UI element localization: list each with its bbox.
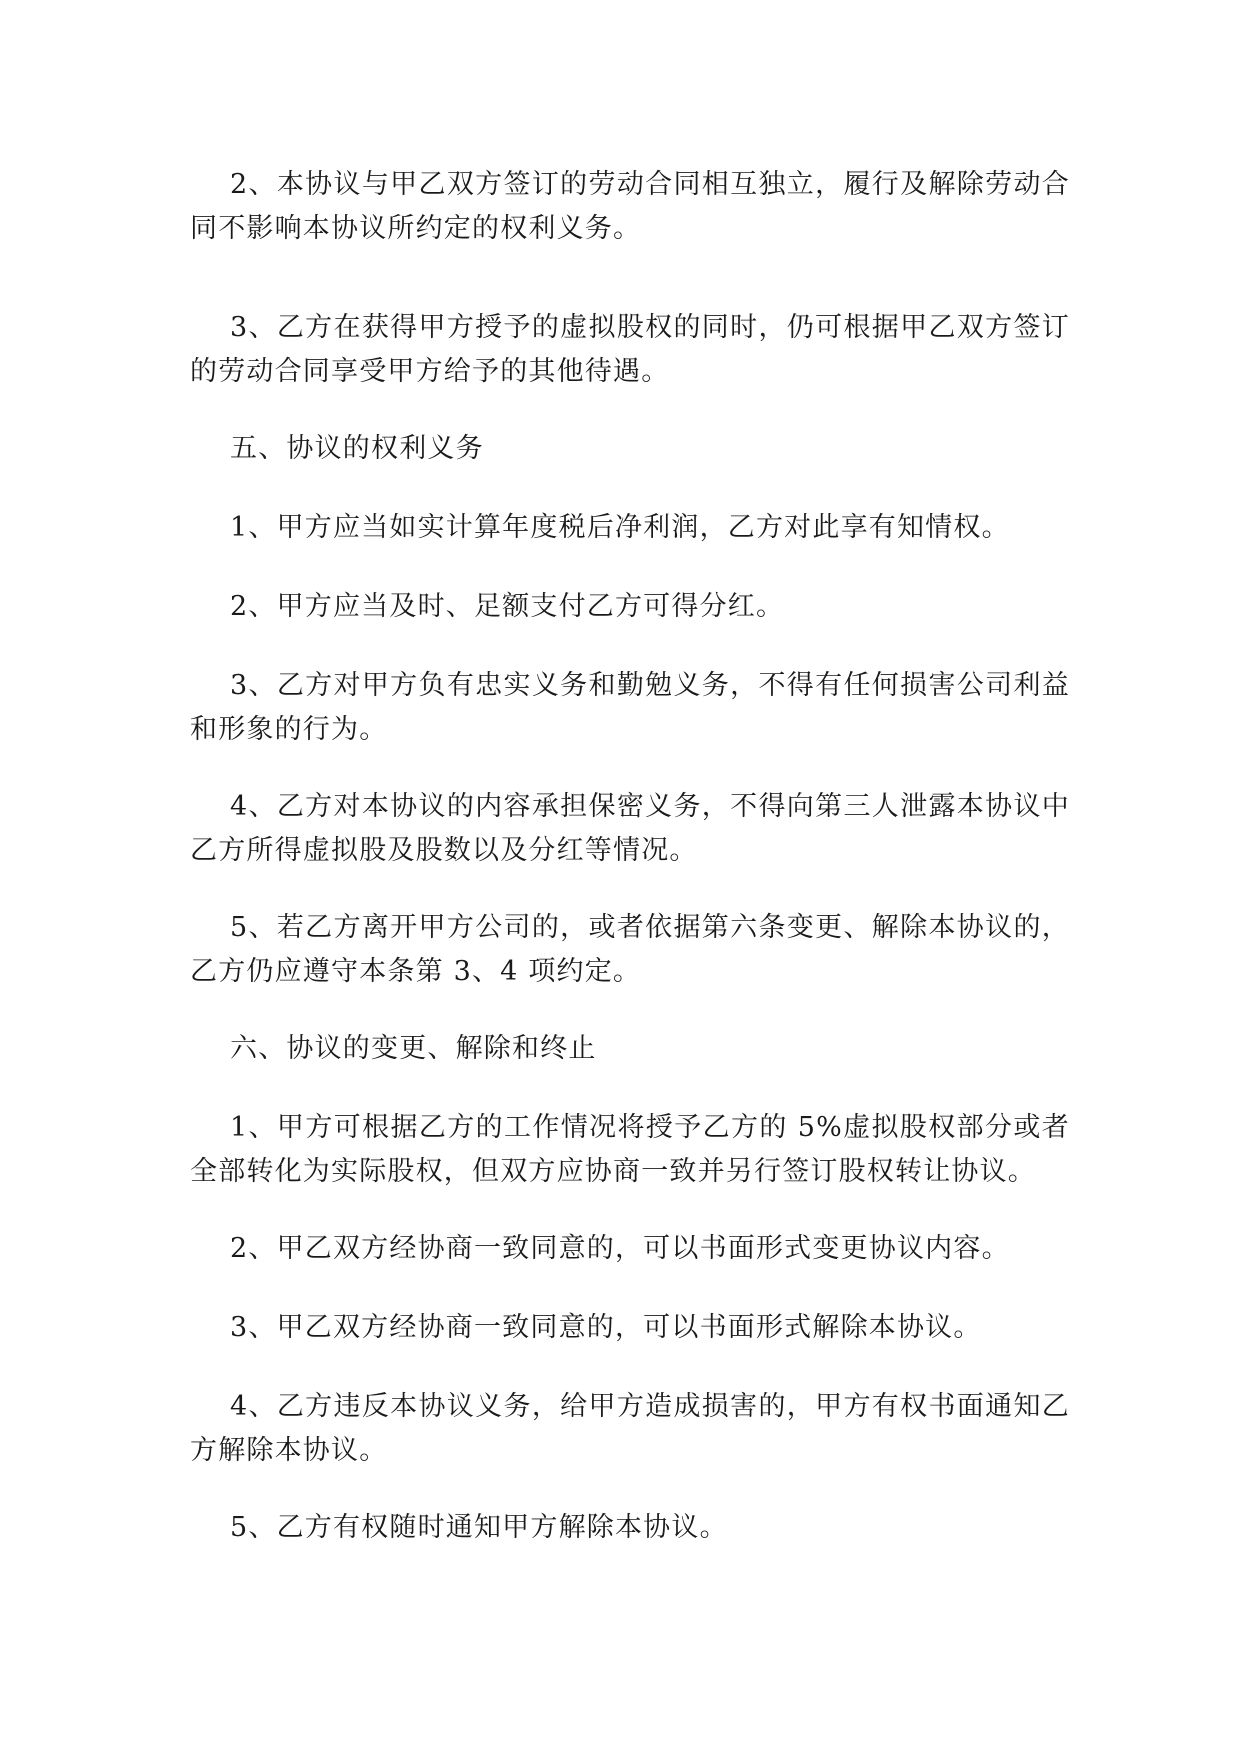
paragraph-art5-item5: 5、若乙方离开甲方公司的，或者依据第六条变更、解除本协议的，乙方仍应遵守本条第 3、4 项约定。	[190, 912, 1070, 987]
section-heading-6: 六、协议的变更、解除和终止	[230, 1033, 597, 1064]
paragraph-art6-item3: 3、甲乙双方经协商一致同意的，可以书面形式解除本协议。	[230, 1312, 982, 1343]
paragraph-art6-item2: 2、甲乙双方经协商一致同意的，可以书面形式变更协议内容。	[230, 1233, 1010, 1264]
paragraph-art4-item3: 3、乙方在获得甲方授予的虚拟股权的同时，仍可根据甲乙双方签订的劳动合同享受甲方给予的其他待遇。	[190, 312, 1070, 387]
paragraph-art6-item1: 1、甲方可根据乙方的工作情况将授予乙方的 5%虚拟股权部分或者全部转化为实际股权，但双方应协商一致并另行签订股权转让协议。	[190, 1112, 1070, 1187]
paragraph-art6-item5: 5、乙方有权随时通知甲方解除本协议。	[230, 1512, 728, 1543]
paragraph-art4-item2: 2、本协议与甲乙双方签订的劳动合同相互独立，履行及解除劳动合同不影响本协议所约定的权利义务。	[190, 169, 1070, 244]
paragraph-art5-item4: 4、乙方对本协议的内容承担保密义务，不得向第三人泄露本协议中乙方所得虚拟股及股数以及分红等情况。	[190, 791, 1070, 866]
paragraph-art5-item1: 1、甲方应当如实计算年度税后净利润，乙方对此享有知情权。	[230, 512, 1010, 543]
paragraph-art5-item2: 2、甲方应当及时、足额支付乙方可得分红。	[230, 591, 785, 622]
paragraph-art5-item3: 3、乙方对甲方负有忠实义务和勤勉义务，不得有任何损害公司利益和形象的行为。	[190, 670, 1070, 745]
paragraph-art6-item4: 4、乙方违反本协议义务，给甲方造成损害的，甲方有权书面通知乙方解除本协议。	[190, 1391, 1070, 1466]
section-heading-5: 五、协议的权利义务	[230, 433, 484, 464]
